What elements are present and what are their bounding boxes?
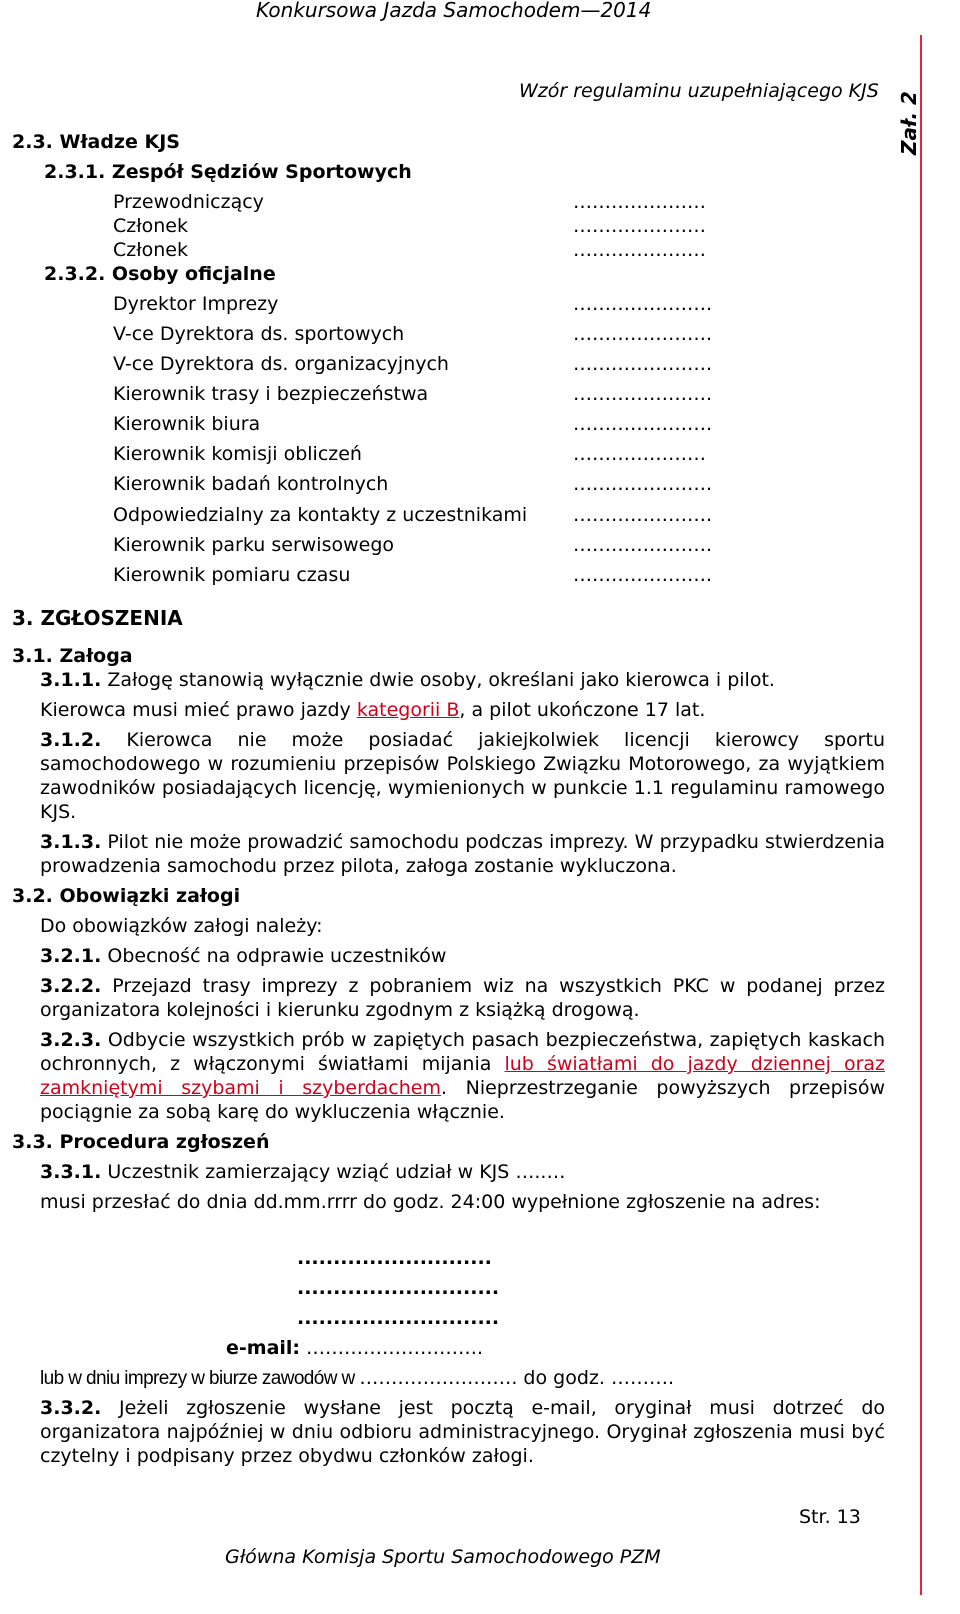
email-line xyxy=(226,1336,483,1360)
office-submission-text: lub w dniu imprezy w biurze zawodów w xyxy=(40,1368,360,1389)
official-role: Dyrektor Imprezy xyxy=(113,293,279,315)
official-fill-line: …………………. xyxy=(573,473,713,495)
paragraph-3-2-3 xyxy=(40,1028,885,1124)
paragraph-text: Kierowca musi mieć prawo jazdy xyxy=(40,699,357,721)
judge-fill-line: ………………… xyxy=(573,191,706,213)
side-margin-rule xyxy=(920,35,922,1595)
paragraph-3-3-2 xyxy=(40,1396,885,1468)
official-role: Kierownik pomiaru czasu xyxy=(113,564,351,586)
official-role: Odpowiedzialny za kontakty z uczestnikami xyxy=(113,504,528,526)
paragraph-text: Przejazd trasy imprezy z pobraniem wiz na wszystkich PKC w podanej przez organizatora kolejności i kierunku zgodnym z książką drogową. xyxy=(40,975,885,1021)
daytime-lights-link[interactable]: lub światłami do jazdy dziennej oraz zamkniętymi szybami i szyberdachem xyxy=(40,1053,885,1099)
judge-role: Członek xyxy=(113,239,188,261)
paragraph-3-1-3 xyxy=(40,830,885,878)
judge-role: Przewodniczący xyxy=(113,191,264,213)
paragraph-text: , a pilot ukończone 17 lat. xyxy=(459,699,706,721)
judge-fill-line: ………………… xyxy=(573,239,706,261)
footer-organization: Główna Komisja Sportu Samochodowego PZM xyxy=(225,1546,661,1568)
official-role: Kierownik biura xyxy=(113,413,261,435)
address-line: ........................... xyxy=(297,1247,492,1269)
category-b-link[interactable]: kategorii B xyxy=(356,699,460,721)
paragraph-number: 3.1.3. xyxy=(40,831,102,853)
paragraph-text: Uczestnik zamierzający wziąć udział w KJS …..… xyxy=(101,1161,566,1183)
subsection-heading-3-2: 3.2. Obowiązki załogi xyxy=(12,885,241,907)
paragraph-text: Jeżeli zgłoszenie wysłane jest pocztą e-mail, oryginał musi dotrzeć do organizatora najpóźniej w dniu odbioru administracyjnego. Oryginał zgłoszenia musi być czytelny i podpisany przez obydwu członków załogi. xyxy=(40,1397,885,1467)
official-role: Kierownik trasy i bezpieczeństwa xyxy=(113,383,429,405)
official-fill-line: …………………. xyxy=(573,413,713,435)
paragraph-3-2-1 xyxy=(40,944,446,968)
paragraph-number: 3.2.1. xyxy=(40,945,102,967)
paragraph-text: Załogę stanowią wyłącznie dwie osoby, określani jako kierowca i pilot. xyxy=(101,669,775,691)
official-role: Kierownik badań kontrolnych xyxy=(113,473,389,495)
paragraph-text: . Nieprzestrzeganie powyższych przepisów pociągnie za sobą karę do wykluczenia włącznie. xyxy=(40,1077,885,1123)
official-role: Kierownik komisji obliczeń xyxy=(113,443,362,465)
section-heading-2-3: 2.3. Władze KJS xyxy=(12,131,180,153)
judge-role: Członek xyxy=(113,215,188,237)
paragraph-number: 3.1.2. xyxy=(40,729,102,751)
address-line: ............................ xyxy=(297,1307,500,1329)
paragraph-3-2-2 xyxy=(40,974,885,1022)
document-header-title: Konkursowa Jazda Samochodem—2014 xyxy=(256,0,652,22)
email-label: e-mail: xyxy=(226,1337,301,1359)
subsection-heading-2-3-1: 2.3.1. Zespół Sędziów Sportowych xyxy=(44,161,412,183)
office-submission-fill: ……………………. do godz. ………. xyxy=(359,1367,674,1389)
paragraph-number: 3.3.2. xyxy=(40,1397,102,1419)
official-role: Kierownik parku serwisowego xyxy=(113,534,395,556)
office-submission-line xyxy=(40,1366,674,1391)
official-role: V-ce Dyrektora ds. organizacyjnych xyxy=(113,353,449,375)
subsection-heading-3-1: 3.1. Załoga xyxy=(12,645,133,667)
paragraph-number: 3.3.1. xyxy=(40,1161,102,1183)
side-attachment-label: Zał. 2 xyxy=(897,91,921,155)
email-fill: ………………………. xyxy=(300,1337,484,1359)
paragraph-3-1-1-cont xyxy=(40,698,705,722)
duties-intro: Do obowiązków załogi należy: xyxy=(40,915,323,937)
official-fill-line: …………………. xyxy=(573,534,713,556)
official-fill-line: ………………… xyxy=(573,443,706,465)
official-fill-line: …………………. xyxy=(573,564,713,586)
paragraph-number: 3.1.1. xyxy=(40,669,102,691)
subsection-heading-3-3: 3.3. Procedura zgłoszeń xyxy=(12,1131,270,1153)
paragraph-3-1-2 xyxy=(40,728,885,824)
paragraph-text: Kierowca nie może posiadać jakiejkolwiek licencji kierowcy sportu samochodowego w rozumieniu przepisów Polskiego Związku Motorowego, za wyjątkiem zawodników posiadających licencję, wymienionych w punkcie 1.1 regulaminu ramowego KJS. xyxy=(40,729,885,823)
official-fill-line: …………………. xyxy=(573,293,713,315)
paragraph-3-1-1 xyxy=(40,668,775,692)
page-number: Str. 13 xyxy=(799,1506,861,1528)
paragraph-number: 3.2.2. xyxy=(40,975,102,997)
judge-fill-line: ………………… xyxy=(573,215,706,237)
official-fill-line: …………………. xyxy=(573,323,713,345)
subsection-heading-2-3-2: 2.3.2. Osoby oficjalne xyxy=(44,263,276,285)
paragraph-3-3-1 xyxy=(40,1160,565,1184)
section-heading-3: 3. ZGŁOSZENIA xyxy=(12,606,183,630)
paragraph-number: 3.2.3. xyxy=(40,1029,102,1051)
official-fill-line: …………………. xyxy=(573,504,713,526)
paragraph-text: Obecność na odprawie uczestników xyxy=(101,945,447,967)
paragraph-3-3-1-cont: musi przesłać do dnia dd.mm.rrrr do godz. 24:00 wypełnione zgłoszenie na adres: xyxy=(40,1191,821,1213)
official-fill-line: …………………. xyxy=(573,383,713,405)
paragraph-text: Pilot nie może prowadzić samochodu podczas imprezy. W przypadku stwierdzenia prowadzenia samochodu przez pilota, załoga zostanie wykluczona. xyxy=(40,831,885,877)
paragraph-text: Odbycie wszystkich prób w zapiętych pasach bezpieczeństwa, zapiętych kaskach ochronnych, z włączonymi światłami mijania xyxy=(40,1029,885,1075)
official-fill-line: …………………. xyxy=(573,353,713,375)
address-line: ............................ xyxy=(297,1277,500,1299)
official-role: V-ce Dyrektora ds. sportowych xyxy=(113,323,405,345)
document-header-subtitle: Wzór regulaminu uzupełniającego KJS xyxy=(519,80,879,102)
